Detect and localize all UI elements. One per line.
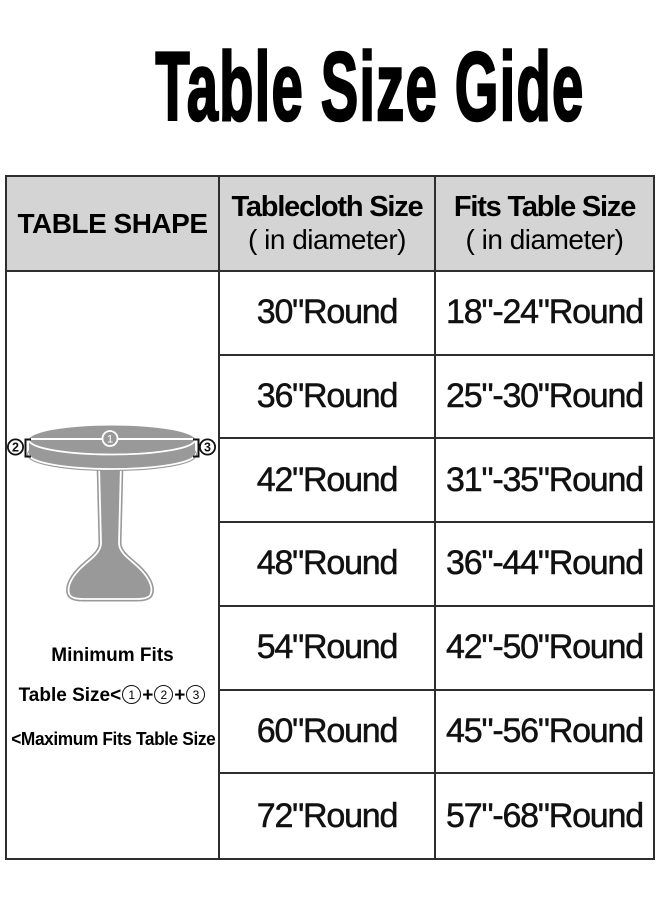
header-fits-table-size-sublabel: ( in diameter) — [465, 224, 624, 255]
header-fits-table-size-label: Fits Table Size — [453, 191, 636, 223]
note-maximum-fits: <Maximum Fits Table Size — [11, 729, 216, 749]
tablecloth-size-cell: 54"Round — [220, 607, 436, 691]
fits-table-size-cell: 57"-68"Round — [446, 796, 643, 835]
tablecloth-size-cell: 72"Round — [220, 774, 436, 858]
header-tablecloth-size-sublabel: ( in diameter) — [248, 224, 406, 255]
tablecloth-size-cell: 30"Round — [220, 272, 436, 356]
size-table — [5, 175, 655, 860]
fits-table-size-cell: 25"-30"Round — [436, 356, 653, 440]
formula-plus-2: + — [174, 685, 186, 706]
circled-3-icon: 3 — [186, 685, 205, 704]
circled-1-icon: 1 — [122, 685, 141, 704]
tablecloth-size-cell: 36"Round — [220, 356, 436, 440]
tablecloth-size-cell: 48"Round — [220, 523, 436, 607]
diagram-label-3: 3 — [204, 440, 211, 455]
tablecloth-size-cell: 42"Round — [220, 439, 436, 523]
formula-prefix: Table Size< — [18, 685, 122, 706]
note-minimum-fits: Minimum Fits — [51, 645, 174, 666]
fits-table-size-cell: 31"-35"Round — [436, 439, 653, 523]
fits-table-size-cell: 45"-56"Round — [436, 691, 653, 775]
header-tablecloth-size — [220, 177, 436, 272]
circled-2-icon: 2 — [154, 685, 173, 704]
title-area — [0, 32, 660, 141]
header-tablecloth-size-label: Tablecloth Size — [231, 191, 423, 223]
fits-table-size-cell: 42"-50"Round — [436, 607, 653, 691]
formula-plus-1: + — [142, 685, 154, 706]
tablecloth-size-cell: 60"Round — [220, 691, 436, 775]
page-title: Table Size Gide — [155, 32, 585, 141]
fits-table-size-cell: 18"-24"Round — [436, 272, 653, 356]
header-table-shape — [7, 177, 220, 272]
header-table-shape-label: TABLE SHAPE — [17, 207, 208, 239]
table-top — [29, 426, 195, 470]
header-fits-table-size — [436, 177, 653, 272]
diagram-label-2: 2 — [12, 440, 19, 455]
round-table-diagram — [5, 423, 220, 608]
fits-table-size-cell: 36"-44"Round — [436, 523, 653, 607]
table-shape-cell — [7, 272, 220, 858]
diagram-label-1: 1 — [106, 433, 114, 446]
table-pedestal — [69, 463, 152, 599]
note-formula — [7, 683, 218, 708]
